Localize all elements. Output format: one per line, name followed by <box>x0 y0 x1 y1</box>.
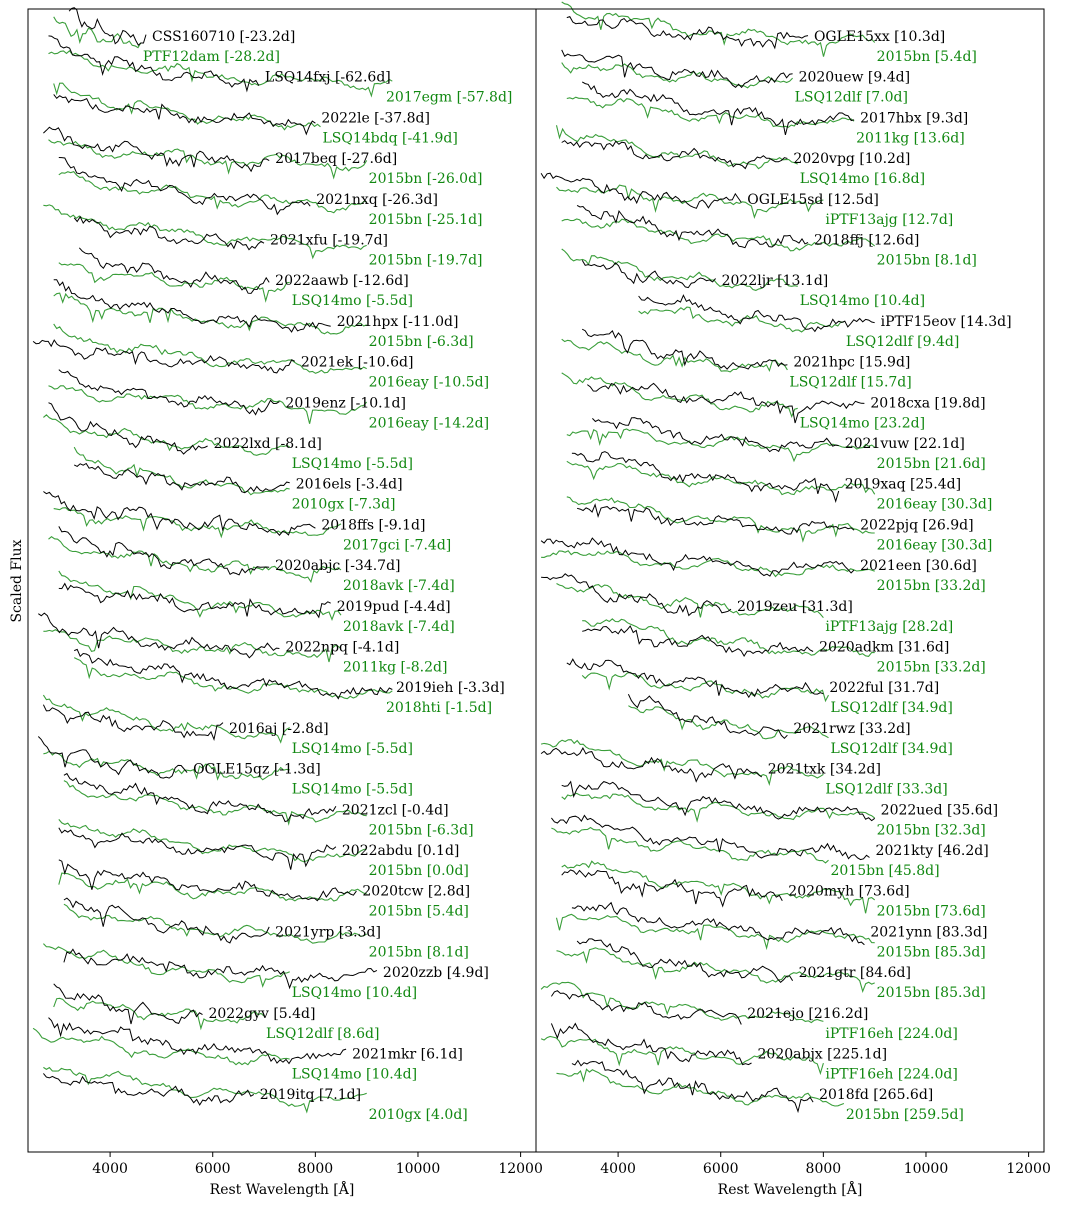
observed-label: 2021hpc [15.9d] <box>793 354 911 371</box>
template-label: iPTF13ajg [12.7d] <box>825 211 954 228</box>
template-label: 2011kg [13.6d] <box>856 130 965 147</box>
observed-label: OGLE15sd [12.5d] <box>747 191 879 208</box>
observed-label: 2022gyv [5.4d] <box>208 1005 316 1022</box>
observed-label: OGLE15xx [10.3d] <box>813 29 946 45</box>
template-label: 2018hti [-1.5d] <box>386 700 493 717</box>
observed-label: 2021ejo [216.2d] <box>747 1005 869 1022</box>
observed-label: 2016els [-3.4d] <box>295 476 403 493</box>
template-label: LSQ14mo [10.4d] <box>799 293 926 310</box>
observed-label: 2021zcl [-0.4d] <box>341 802 449 819</box>
observed-label: 2021yrp [3.3d] <box>275 924 381 941</box>
template-label: 2015bn [-6.3d] <box>368 822 474 839</box>
template-label: 2016eay [30.3d] <box>876 537 993 554</box>
observed-label: 2018cxa [19.8d] <box>870 395 986 412</box>
template-label: 2015bn [-19.7d] <box>368 252 483 269</box>
template-label: LSQ12dlf [34.9d] <box>830 740 953 757</box>
template-label: 2010gx [-7.3d] <box>291 496 396 513</box>
observed-label: 2022pjq [26.9d] <box>860 517 974 534</box>
observed-label: 2020abjx [225.1d] <box>757 1046 888 1063</box>
observed-label: 2021ynn [83.3d] <box>870 924 988 941</box>
template-label: 2015bn [85.3d] <box>876 944 986 961</box>
template-label: 2016eay [-14.2d] <box>368 415 490 432</box>
observed-label: 2020uew [9.4d] <box>798 69 911 86</box>
template-label: 2015bn [33.2d] <box>876 659 986 676</box>
observed-label: 2017hbx [9.3d] <box>860 110 969 127</box>
observed-label: 2022ljr [13.1d] <box>721 273 829 290</box>
template-label: LSQ12dlf [15.7d] <box>789 374 912 391</box>
template-label: LSQ12dlf [7.0d] <box>794 89 908 106</box>
template-label: 2015bn [33.2d] <box>876 578 986 595</box>
observed-label: iPTF15eov [14.3d] <box>880 313 1012 330</box>
observed-label: 2021txk [34.2d] <box>767 761 881 778</box>
observed-label: 2022le [-37.8d] <box>321 110 430 127</box>
template-label: LSQ14mo [10.4d] <box>291 985 418 1002</box>
template-label: 2018avk [-7.4d] <box>343 618 455 635</box>
template-label: iPTF16eh [224.0d] <box>825 1066 958 1083</box>
observed-label: 2019itq [7.1d] <box>259 1087 362 1104</box>
template-label: LSQ14mo [16.8d] <box>799 171 926 188</box>
template-label: LSQ14mo [-5.5d] <box>291 293 413 310</box>
observed-label: 2021nxq [-26.3d] <box>316 191 438 208</box>
observed-label: 2018fd [265.6d] <box>819 1087 934 1104</box>
observed-label: 2021vuw [22.1d] <box>844 436 965 452</box>
observed-label: 2020adkm [31.6d] <box>819 639 950 656</box>
observed-label: 2022npq [-4.1d] <box>285 639 400 656</box>
observed-label: 2020myh [73.6d] <box>788 883 910 900</box>
x-tick-label: 10000 <box>395 1161 441 1177</box>
template-label: 2016eay [30.3d] <box>876 496 993 513</box>
template-label: PTF12dam [-28.2d] <box>142 49 280 65</box>
observed-label: 2020tcw [2.8d] <box>362 883 471 900</box>
template-label: 2015bn [8.1d] <box>368 944 469 961</box>
template-label: 2015bn [259.5d] <box>845 1107 964 1124</box>
observed-label: 2022lxd [-8.1d] <box>213 436 322 452</box>
template-label: 2015bn [45.8d] <box>830 863 940 879</box>
observed-label: 2021een [30.6d] <box>860 558 977 575</box>
template-label: LSQ14bdq [-41.9d] <box>322 130 458 147</box>
template-label: LSQ14mo [-5.5d] <box>291 781 413 798</box>
observed-label: 2018ffj [12.6d] <box>813 232 920 249</box>
observed-label: 2020vpg [10.2d] <box>793 151 911 168</box>
observed-label: OGLE15qz [-1.3d] <box>193 761 321 778</box>
observed-label: 2021ek [-10.6d] <box>300 354 414 371</box>
observed-label: 2021mkr [6.1d] <box>352 1046 463 1063</box>
observed-label: 2021hpx [-11.0d] <box>336 313 459 330</box>
x-tick-label: 12000 <box>498 1161 543 1177</box>
template-label: 2017gci [-7.4d] <box>343 537 452 554</box>
template-label: 2010gx [4.0d] <box>368 1107 468 1124</box>
x-tick-label: 8000 <box>805 1161 842 1177</box>
observed-label: 2021rwz [33.2d] <box>793 720 911 737</box>
template-label: iPTF16eh [224.0d] <box>825 1025 958 1042</box>
template-label: 2015bn [73.6d] <box>876 903 986 920</box>
template-label: 2015bn [5.4d] <box>876 49 977 65</box>
template-label: 2018avk [-7.4d] <box>343 578 455 595</box>
template-label: LSQ14mo [-5.5d] <box>291 456 413 472</box>
x-tick-label: 6000 <box>702 1161 739 1177</box>
x-tick-label: 10000 <box>903 1161 949 1177</box>
template-label: 2015bn [5.4d] <box>368 903 469 920</box>
observed-label: 2019xaq [25.4d] <box>844 476 962 493</box>
observed-label: 2021gtr [84.6d] <box>798 965 911 982</box>
x-tick-label: 6000 <box>194 1161 231 1177</box>
x-tick-label: 8000 <box>297 1161 334 1177</box>
observed-label: LSQ14fxj [-62.6d] <box>264 69 391 86</box>
template-label: 2016eay [-10.5d] <box>368 374 490 391</box>
template-label: LSQ12dlf [33.3d] <box>825 781 948 798</box>
template-label: 2015bn [8.1d] <box>876 252 977 269</box>
y-axis-label: Scaled Flux <box>9 539 25 623</box>
template-label: iPTF13ajg [28.2d] <box>825 618 954 635</box>
observed-label: 2019pud [-4.4d] <box>336 598 451 615</box>
template-label: LSQ14mo [10.4d] <box>291 1066 418 1083</box>
observed-label: 2020zzb [4.9d] <box>382 965 489 982</box>
observed-label: 2018ffs [-9.1d] <box>321 517 426 534</box>
observed-label: 2019zeu [31.3d] <box>736 598 853 615</box>
observed-label: 2022ued [35.6d] <box>880 802 999 819</box>
observed-label: 2016aj [-2.8d] <box>228 720 329 737</box>
x-tick-label: 12000 <box>1006 1161 1051 1177</box>
x-tick-label: 4000 <box>600 1161 636 1177</box>
observed-label: 2017beq [-27.6d] <box>275 151 398 168</box>
template-label: 2017egm [-57.8d] <box>386 89 513 106</box>
template-label: 2015bn [21.6d] <box>876 456 986 472</box>
template-label: 2015bn [0.0d] <box>368 863 469 879</box>
template-label: 2015bn [85.3d] <box>876 985 986 1002</box>
template-label: 2015bn [-6.3d] <box>368 333 474 350</box>
x-axis-label: Rest Wavelength [Å] <box>717 1182 863 1198</box>
template-label: LSQ14mo [-5.5d] <box>291 740 413 757</box>
template-label: 2015bn [-26.0d] <box>368 171 483 188</box>
template-label: 2011kg [-8.2d] <box>343 659 448 676</box>
observed-label: 2021xfu [-19.7d] <box>270 232 389 249</box>
observed-label: CSS160710 [-23.2d] <box>152 29 296 45</box>
template-label: LSQ12dlf [34.9d] <box>830 700 953 717</box>
template-label: LSQ14mo [23.2d] <box>799 415 926 432</box>
observed-label: 2020abjc [-34.7d] <box>275 558 401 575</box>
observed-label: 2019ieh [-3.3d] <box>396 680 505 697</box>
template-label: LSQ12dlf [8.6d] <box>266 1025 380 1042</box>
observed-label: 2022ful [31.7d] <box>829 680 940 697</box>
template-label: 2015bn [32.3d] <box>876 822 986 839</box>
observed-label: 2022abdu [0.1d] <box>341 843 460 859</box>
x-tick-label: 4000 <box>92 1161 128 1177</box>
observed-label: 2019enz [-10.1d] <box>285 395 406 412</box>
observed-label: 2021kty [46.2d] <box>875 843 989 859</box>
x-axis-label: Rest Wavelength [Å] <box>209 1182 355 1198</box>
observed-label: 2022aawb [-12.6d] <box>275 273 409 290</box>
template-label: LSQ12dlf [9.4d] <box>845 333 960 350</box>
template-label: 2015bn [-25.1d] <box>368 211 483 228</box>
